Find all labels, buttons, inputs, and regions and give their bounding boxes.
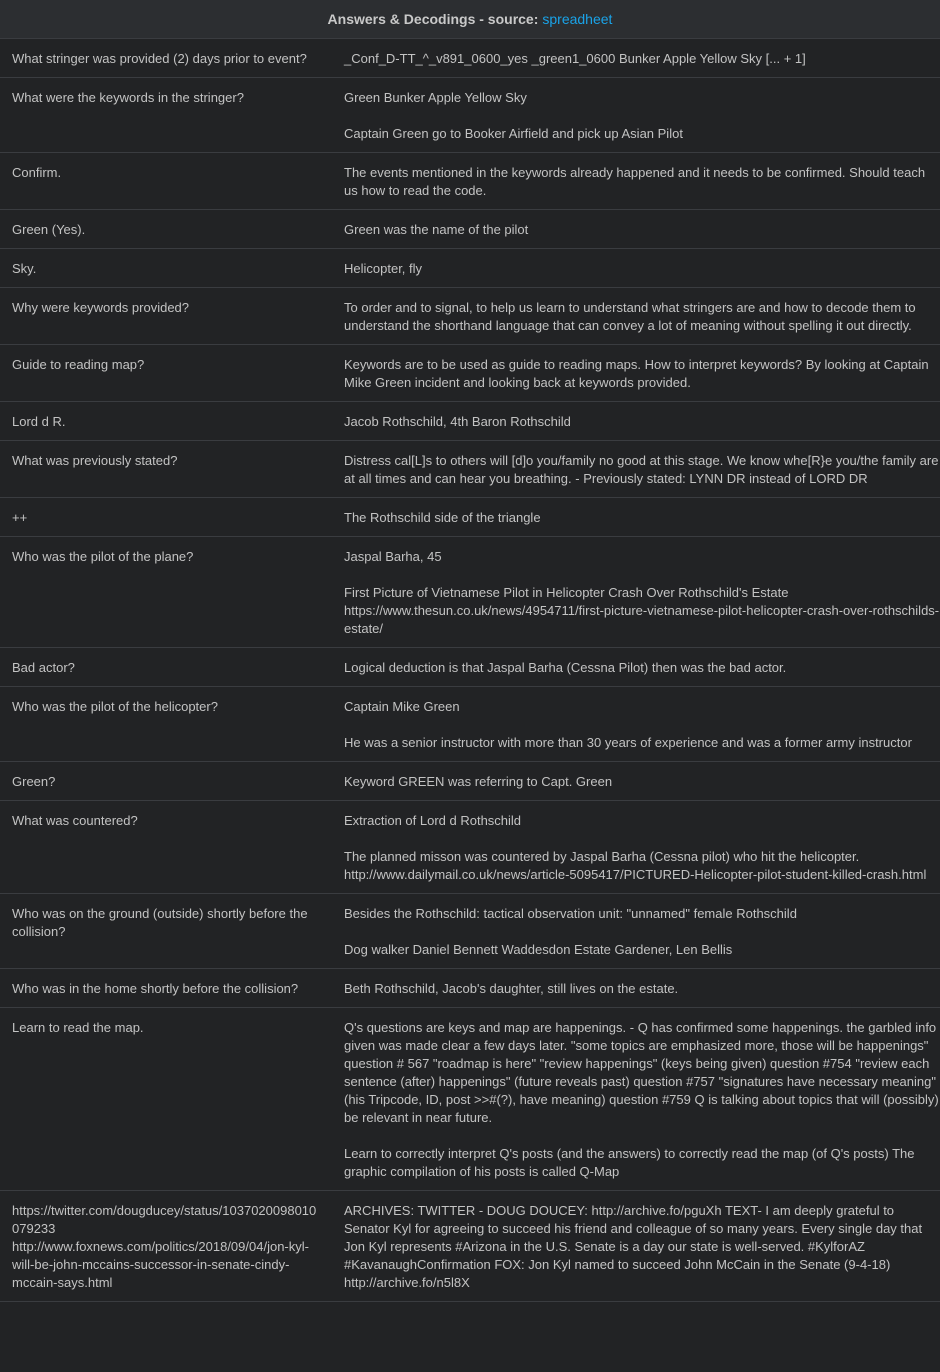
answer-paragraph: The events mentioned in the keywords already happened and it needs to be confirmed. Should teach us how to read the code.: [344, 165, 926, 198]
answer-paragraph: He was a senior instructor with more than 30 years of experience and was a former army instructor: [344, 735, 912, 750]
answer-cell: [332, 537, 940, 648]
answer-paragraph: Jaspal Barha, 45: [344, 549, 442, 564]
table-row: [0, 687, 940, 762]
answer-cell: [332, 402, 940, 441]
table-row: [0, 249, 940, 288]
table-row: [0, 1008, 940, 1191]
table-row: [0, 894, 940, 969]
question-cell: What were the keywords in the stringer?: [0, 78, 332, 153]
question-cell: Lord d R.: [0, 402, 332, 441]
answer-paragraph: The planned misson was countered by Jaspal Barha (Cessna pilot) who hit the helicopter. http://www.dailymail.co.uk/news/article-5095417/PICTURED-Helicopter-pilot-student-killed-crash.html: [344, 849, 927, 882]
answer-cell: [332, 39, 940, 78]
table-row: [0, 288, 940, 345]
answers-table: [0, 39, 940, 1302]
table-row: [0, 537, 940, 648]
table-row: [0, 210, 940, 249]
answer-cell: [332, 441, 940, 498]
answer-cell: [332, 1191, 940, 1302]
answer-cell: [332, 648, 940, 687]
question-cell: Who was in the home shortly before the collision?: [0, 969, 332, 1008]
answer-paragraph: First Picture of Vietnamese Pilot in Helicopter Crash Over Rothschild's Estate https://www.thesun.co.uk/news/4954711/first-picture-vietnamese-pilot-helicopter-crash-over-rothschilds-estate/: [344, 585, 940, 636]
table-row: [0, 498, 940, 537]
answer-cell: [332, 498, 940, 537]
answer-paragraph: To order and to signal, to help us learn to understand what stringers are and how to decode them to understand the shorthand language that can convey a lot of meaning without spelling it out directly.: [344, 300, 916, 333]
answer-cell: [332, 249, 940, 288]
answer-paragraph: Dog walker Daniel Bennett Waddesdon Estate Gardener, Len Bellis: [344, 942, 733, 957]
answer-cell: [332, 153, 940, 210]
table-row: [0, 648, 940, 687]
table-row: [0, 441, 940, 498]
question-cell: Sky.: [0, 249, 332, 288]
table-row: [0, 969, 940, 1008]
answer-paragraph: Distress cal[L]s to others will [d]o you/family no good at this stage. We know whe[R}e you/the family are at all times and can hear you breathing. - Previously stated: LYNN DR instead of LORD DR: [344, 453, 939, 486]
table-row: [0, 153, 940, 210]
answer-paragraph: Keyword GREEN was referring to Capt. Green: [344, 774, 613, 789]
answer-paragraph: Q's questions are keys and map are happenings. - Q has confirmed some happenings. the garbled info given was made clear a few days later. "some topics are emphasized more, those will be happenings" question # 567 "roadmap is here" "review happenings" (keys being given) question #754 "review each sentence (after) happenings" (future reveals past) question #757 "signatures have necessary meaning" (his Tripcode, ID, post >>#(?), have meaning) question #759 Q is talking about topics that will (possibly) be relevant in near future.: [344, 1020, 939, 1125]
table-row: [0, 801, 940, 894]
answer-cell: [332, 801, 940, 894]
answer-paragraph: Jacob Rothschild, 4th Baron Rothschild: [344, 414, 571, 429]
answer-cell: [332, 762, 940, 801]
table-row: [0, 345, 940, 402]
table-row: [0, 39, 940, 78]
question-cell: Who was the pilot of the helicopter?: [0, 687, 332, 762]
table-row: [0, 1191, 940, 1302]
question-cell: Who was on the ground (outside) shortly before the collision?: [0, 894, 332, 969]
question-cell: Green (Yes).: [0, 210, 332, 249]
question-cell: Green?: [0, 762, 332, 801]
answer-paragraph: Extraction of Lord d Rothschild: [344, 813, 522, 828]
answer-paragraph: Helicopter, fly: [344, 261, 423, 276]
question-cell: What was previously stated?: [0, 441, 332, 498]
question-cell: Who was the pilot of the plane?: [0, 537, 332, 648]
panel-header: [0, 0, 940, 39]
question-cell: ++: [0, 498, 332, 537]
answer-cell: [332, 687, 940, 762]
answer-paragraph: Captain Green go to Booker Airfield and pick up Asian Pilot: [344, 126, 683, 141]
table-row: [0, 402, 940, 441]
answer-paragraph: The Rothschild side of the triangle: [344, 510, 541, 525]
question-cell: https://twitter.com/dougducey/status/1037020098010079233 http://www.foxnews.com/politics/2018/09/04/jon-kyl-will-be-john-mccains-successor-in-senate-cindy-mccain-says.html: [0, 1191, 332, 1302]
table-row: [0, 762, 940, 801]
question-cell: Bad actor?: [0, 648, 332, 687]
answer-paragraph: Keywords are to be used as guide to reading maps. How to interpret keywords? By looking at Captain Mike Green incident and looking back at keywords provided.: [344, 357, 929, 390]
question-cell: What was countered?: [0, 801, 332, 894]
answer-paragraph: Besides the Rothschild: tactical observation unit: "unnamed" female Rothschild: [344, 906, 797, 921]
answer-cell: [332, 210, 940, 249]
panel-title: Answers & Decodings - source:: [327, 11, 539, 27]
question-cell: Guide to reading map?: [0, 345, 332, 402]
answer-cell: [332, 288, 940, 345]
answer-paragraph: ARCHIVES: TWITTER - DOUG DOUCEY: http://archive.fo/pguXh TEXT- I am deeply grateful to Senator Kyl for agreeing to succeed his friend and colleague of so many years. Every single day that Jon Kyl represents #Arizona in the U.S. Senate is a day our state is well-served. #KylforAZ #KavanaughConfirmation FOX: Jon Kyl named to succeed John McCain in the Senate (9-4-18) http://archive.fo/n5l8X: [344, 1203, 923, 1290]
answer-paragraph: Beth Rothschild, Jacob's daughter, still lives on the estate.: [344, 981, 679, 996]
answer-cell: [332, 1008, 940, 1191]
question-cell: Learn to read the map.: [0, 1008, 332, 1191]
answer-paragraph: _Conf_D-TT_^_v891_0600_yes _green1_0600 Bunker Apple Yellow Sky [... + 1]: [344, 51, 806, 66]
question-cell: What stringer was provided (2) days prior to event?: [0, 39, 332, 78]
answer-paragraph: Learn to correctly interpret Q's posts (and the answers) to correctly read the map (of Q's posts) The graphic compilation of his posts is called Q-Map: [344, 1146, 915, 1179]
table-row: [0, 78, 940, 153]
answer-cell: [332, 345, 940, 402]
question-cell: Why were keywords provided?: [0, 288, 332, 345]
source-link[interactable]: spreadheet: [542, 11, 613, 27]
answer-cell: [332, 78, 940, 153]
answer-paragraph: Green was the name of the pilot: [344, 222, 529, 237]
answer-paragraph: Logical deduction is that Jaspal Barha (Cessna Pilot) then was the bad actor.: [344, 660, 787, 675]
question-cell: Confirm.: [0, 153, 332, 210]
answer-paragraph: Green Bunker Apple Yellow Sky: [344, 90, 527, 105]
answer-paragraph: Captain Mike Green: [344, 699, 460, 714]
answers-table-body: [0, 39, 940, 1302]
answer-cell: [332, 894, 940, 969]
answer-cell: [332, 969, 940, 1008]
